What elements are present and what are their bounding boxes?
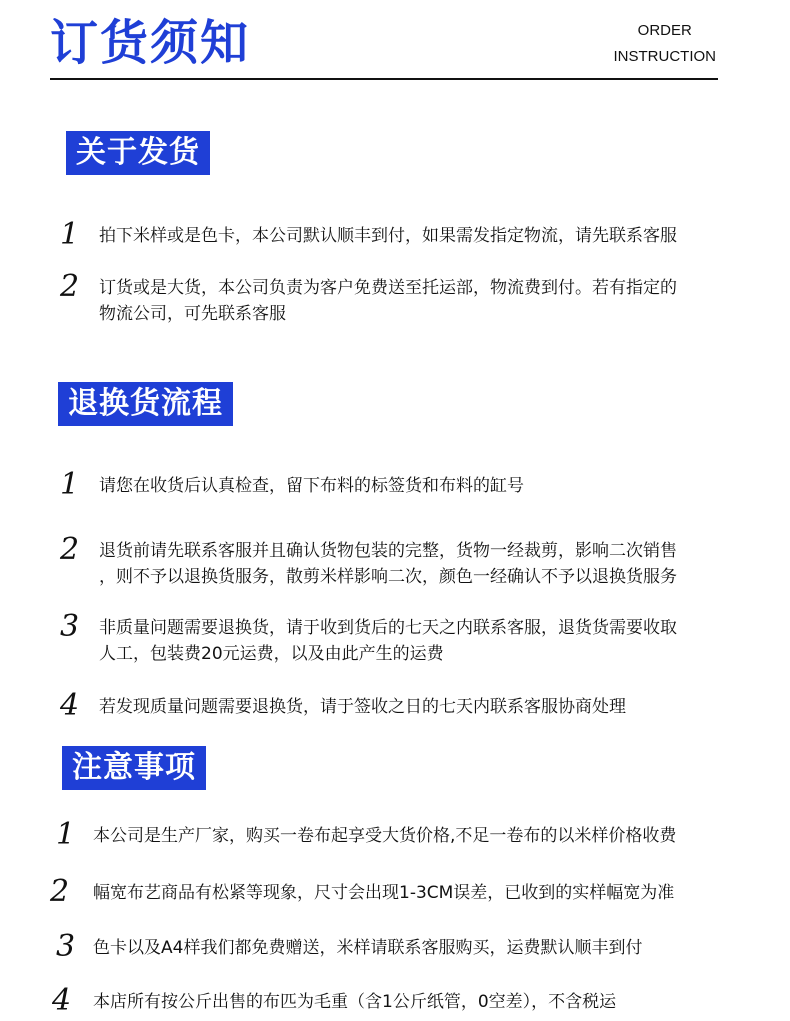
item-text: 非质量问题需要退换货，请于收到货后的七天之内联系客服，退货货需要收取 人工，包装费20元运费，以及由此产生的运费 — [99, 618, 677, 664]
item-number: 1 — [60, 467, 80, 502]
item-text: 本店所有按公斤出售的布匹为毛重（含1公斤纸管，0空差），不含税运 — [93, 992, 617, 1012]
page-subtitle — [614, 18, 717, 70]
subtitle-line1: ORDER — [637, 22, 692, 39]
item-number: 2 — [60, 532, 80, 567]
item-number: 1 — [60, 217, 80, 252]
header-divider — [50, 78, 718, 80]
item-number: 1 — [56, 817, 76, 852]
item-text: 色卡以及A4样我们都免费赠送，米样请联系客服购买，运费默认顺丰到付 — [93, 938, 643, 958]
item-number: 3 — [60, 609, 80, 644]
section-heading-shipping: 关于发货 — [66, 131, 210, 175]
page-title: 订货须知 — [50, 15, 251, 71]
item-number: 2 — [60, 269, 80, 304]
item-number: 3 — [56, 929, 76, 964]
item-text: 本公司是生产厂家，购买一卷布起享受大货价格,不足一卷布的以米样价格收费 — [93, 826, 677, 846]
section-heading-notes: 注意事项 — [62, 746, 206, 790]
item-number: 4 — [52, 983, 72, 1018]
item-text: 幅宽布艺商品有松紧等现象，尺寸会出现1-3CM误差，已收到的实样幅宽为准 — [93, 883, 675, 903]
item-text: 订货或是大货，本公司负责为客户免费送至托运部，物流费到付。若有指定的 物流公司，可先联系客服 — [99, 278, 677, 324]
item-text: 若发现质量问题需要退换货，请于签收之日的七天内联系客服协商处理 — [99, 697, 626, 717]
item-text: 请您在收货后认真检查，留下布料的标签货和布料的缸号 — [99, 476, 524, 496]
item-text: 退货前请先联系客服并且确认货物包装的完整，货物一经裁剪，影响二次销售 ，则不予以退换货服务，散剪米样影响二次，颜色一经确认不予以退换货服务 — [99, 541, 677, 587]
section-heading-returns: 退换货流程 — [58, 382, 233, 426]
item-text: 拍下米样或是色卡，本公司默认顺丰到付，如果需发指定物流，请先联系客服 — [99, 226, 677, 246]
subtitle-line2: INSTRUCTION — [613, 48, 716, 65]
item-number: 4 — [60, 688, 80, 723]
item-number: 2 — [50, 874, 70, 909]
